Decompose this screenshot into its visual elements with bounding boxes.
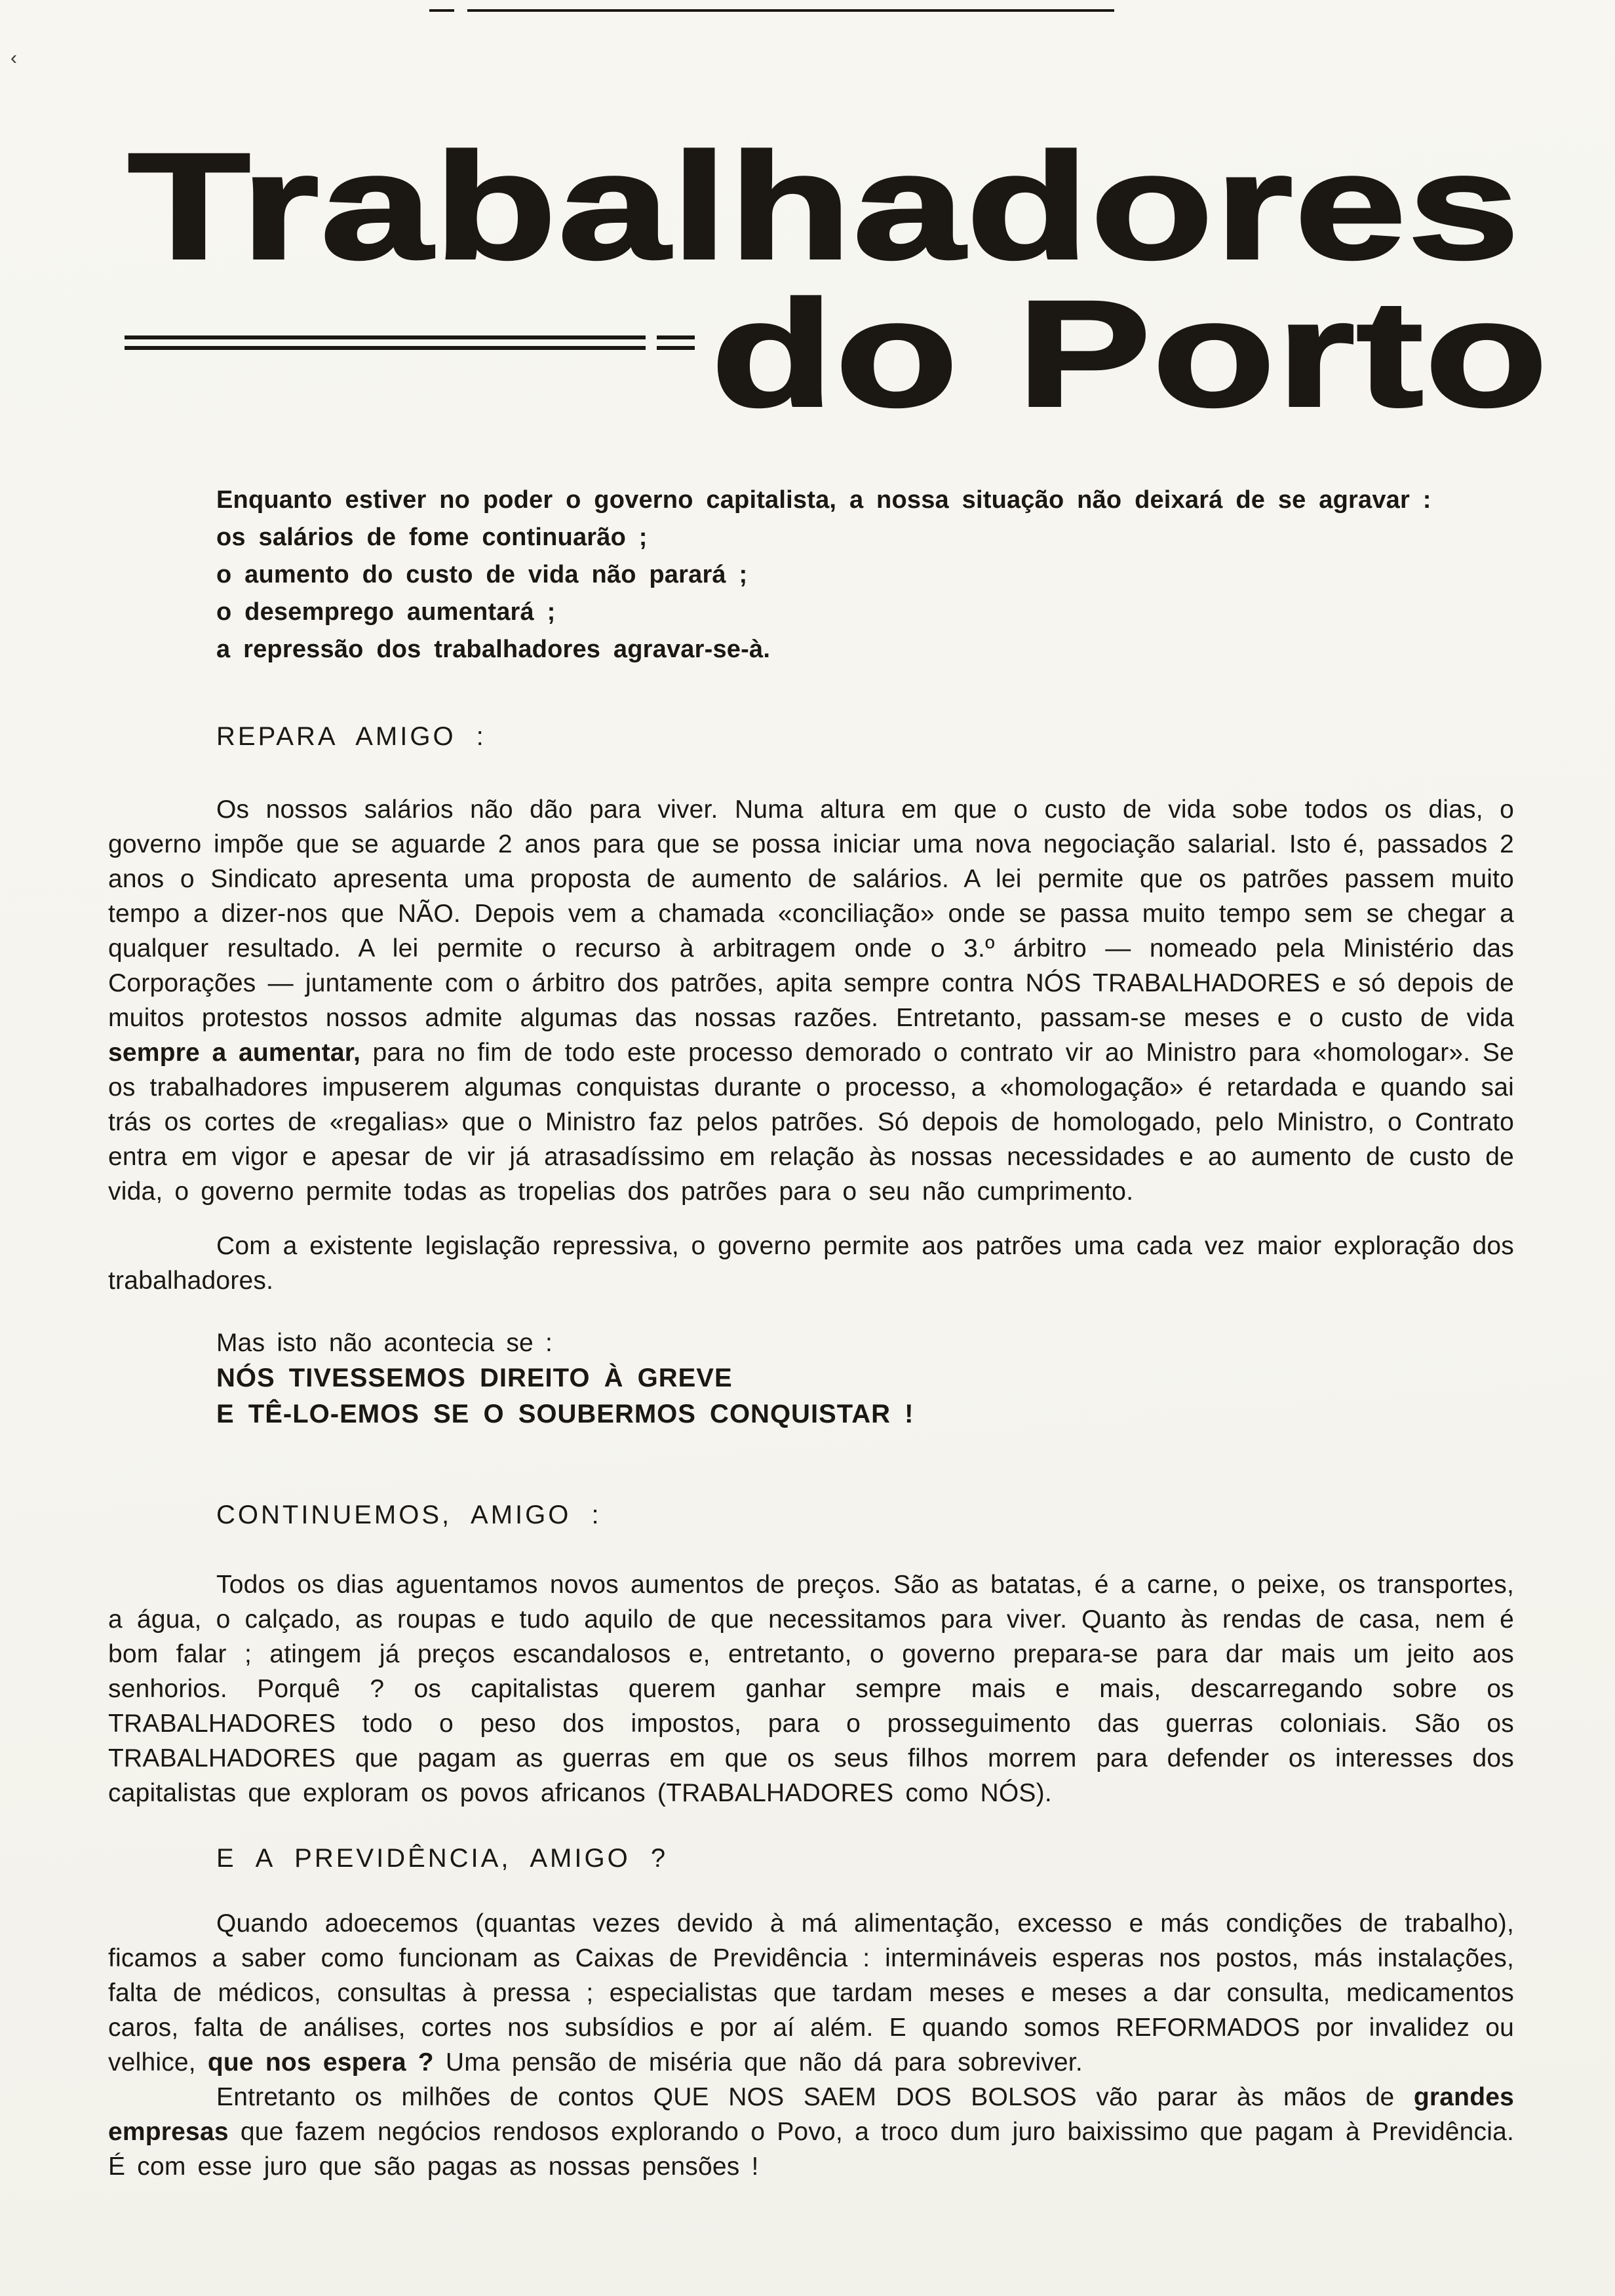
masthead-title: Trabalhadores <box>128 122 1521 290</box>
body-text: Uma pensão de miséria que não dá para sobreviver. <box>433 2048 1083 2076</box>
heading-previdencia-amigo: E A PREVIDÊNCIA, AMIGO ? <box>216 1844 669 1873</box>
paragraph-pensoes <box>108 2080 1514 2184</box>
paragraph-previdencia <box>108 1906 1514 2080</box>
intro-line: os salários de fome continuarão ; <box>216 524 648 551</box>
slogan-line-conquistar: E TÊ-LO-EMOS SE O SOUBERMOS CONQUISTAR ! <box>216 1400 914 1428</box>
paragraph-precos <box>108 1567 1514 1810</box>
emphasis-text: que nos espera ? <box>207 2048 434 2076</box>
slogan-block <box>216 1326 1514 1432</box>
heading-continuemos-amigo: CONTINUEMOS, AMIGO : <box>216 1501 602 1529</box>
emphasis-text: sempre a aumentar, <box>108 1039 360 1067</box>
document-body <box>108 0 1514 2184</box>
body-text: Entretanto os milhões de contos QUE NOS SAEM DOS BOLSOS vão parar às mãos de <box>216 2083 1414 2111</box>
body-text: Quando adoecemos (quantas vezes devido à má alimentação, excesso e más condições de trabalho), ficamos a saber como funcionam as Caixas de Previdência : intermináveis esperas nos postos, más instalações, falta de médicos, consultas à pressa ; especialistas que tardam meses e meses a dar consulta, medicamentos caros, falta de análises, cortes nos subsídios e por aí além. E quando somos REFORMADOS por invalidez ou velhice, <box>108 1909 1514 2076</box>
body-text: Todos os dias aguentamos novos aumentos de preços. São as batatas, é a carne, o peixe, os transportes, a água, o calçado, as roupas e tudo aquilo de que necessitamos para viver. Quanto às rendas de casa, nem é bom falar ; atingem já preços escandalosos e, entretanto, o governo prepara-se para dar mais um jeito aos senhorios. Porquê ? os capitalistas querem ganhar sempre mais e mais, descarregando sobre os TRABALHADORES todo o peso dos impostos, para o prosseguimento das guerras coloniais. São os TRABALHADORES que pagam as guerras em que os seus filhos morrem para defender os interesses dos capitalistas que exploram os povos africanos (TRABALHADORES como NÓS). <box>108 1571 1514 1807</box>
intro-line: o aumento do custo de vida não parará ; <box>216 561 748 588</box>
intro-line: Enquanto estiver no poder o governo capitalista, a nossa situação não deixará de se agravar : <box>216 486 1431 514</box>
body-text: Com a existente legislação repressiva, o governo permite aos patrões uma cada vez maior exploração dos trabalhadores. <box>108 1232 1514 1295</box>
intro-line: a repressão dos trabalhadores agravar-se-à. <box>216 636 771 663</box>
slogan-line-greve: NÓS TIVESSEMOS DIREITO À GREVE <box>216 1364 733 1392</box>
slogan-label: Mas isto não acontecia se : <box>216 1329 553 1357</box>
scan-artifact-mark: ‹ <box>10 47 17 69</box>
body-text: para no fim de todo este processo demorado o contrato vir ao Ministro para «homologar». Se os trabalhadores impuserem algumas conquistas durante o processo, a «homologação» é retardada e quando sai trás os cortes de «regalias» que o Ministro faz pelos patrões. Só depois de homologado, pelo Ministro, o Contrato entra em vigor e apesar de vir já atrasadíssimo em relação às nossas necessidades e ao aumento de custo de vida, o governo permite todas as tropelias dos patrões para o seu não cumprimento. <box>108 1039 1514 1206</box>
body-text: que fazem negócios rendosos explorando o Povo, a troco dum juro baixissimo que pagam à Previdência. É com esse juro que são pagas as nossas pensões ! <box>108 2118 1514 2181</box>
paragraph-salarios <box>108 792 1514 1209</box>
emphasis-text: grandes empresas <box>108 2083 1514 2146</box>
body-text: Os nossos salários não dão para viver. Numa altura em que o custo de vida sobe todos os dias, o governo impõe que se aguarde 2 anos para que se possa iniciar uma nova negociação salarial. Isto é, passados 2 anos o Sindicato apresenta uma proposta de aumento de salários. A lei permite que os patrões passem muito tempo a dizer-nos que NÃO. Depois vem a chamada «conciliação» onde se passa muito tempo sem se chegar a qualquer resultado. A lei permite o recurso à arbitragem onde o 3.º árbitro — nomeado pela Ministério das Corporações — juntamente com o árbitro dos patrões, apita sempre contra NÓS TRABALHADORES e só depois de muitos protestos nossos admite algumas das nossas razões. Entretanto, passam-se meses e o custo de vida <box>108 795 1514 1032</box>
intro-block <box>216 482 1514 668</box>
heading-repara-amigo: REPARA AMIGO : <box>216 722 486 751</box>
masthead-subtitle: do Porto <box>711 269 1549 438</box>
intro-line: o desemprego aumentará ; <box>216 598 556 626</box>
paragraph-legislacao <box>108 1229 1514 1298</box>
